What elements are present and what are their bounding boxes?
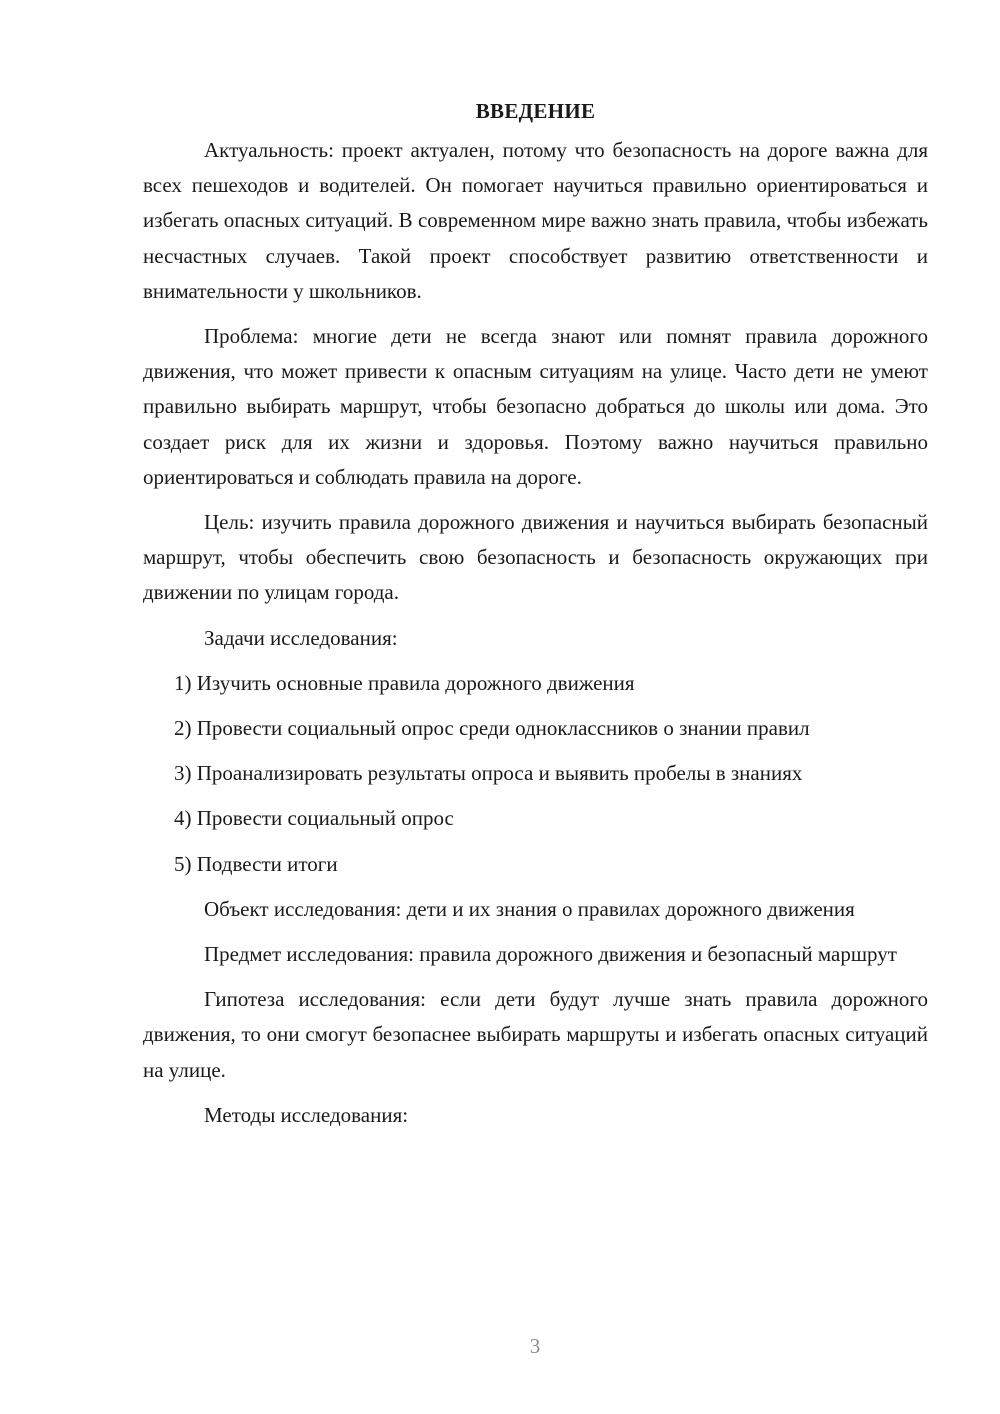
task-item: 4) Провести социальный опрос	[174, 806, 454, 831]
object-paragraph: Объект исследования: дети и их знания о правилах дорожного движения	[204, 896, 855, 921]
methods-label: Методы исследования:	[204, 1102, 409, 1127]
document-page	[143, 96, 928, 1133]
tasks-list	[143, 666, 928, 882]
problem-paragraph: Проблема: многие дети не всегда знают или помнят правила дорожного движения, что может привести к опасным ситуациям на улице. Часто дети не умеют правильно выбирать маршрут, чтобы безопасно добраться до школы или дома. Это создает риск для их жизни и здоровья. Поэтому важно научиться правильно ориентироваться и соблюдать правила на дороге.	[143, 324, 928, 489]
page-number: 3	[529, 1334, 541, 1358]
task-item: 1) Изучить основные правила дорожного движения	[174, 670, 635, 695]
task-item: 3) Проанализировать результаты опроса и выявить пробелы в знаниях	[174, 761, 803, 786]
section-title: ВВЕДЕНИЕ	[475, 99, 596, 123]
subject-paragraph: Предмет исследования: правила дорожного движения и безопасный маршрут	[204, 942, 897, 967]
tasks-label: Задачи исследования:	[204, 625, 398, 650]
goal-paragraph: Цель: изучить правила дорожного движения и научиться выбирать безопасный маршрут, чтобы обеспечить свою безопасность и безопасность окружающих при движении по улицам города.	[143, 510, 928, 605]
task-item: 2) Провести социальный опрос среди одноклассников о знании правил	[174, 716, 810, 741]
relevance-paragraph: Актуальность: проект актуален, потому что безопасность на дороге важна для всех пешеходов и водителей. Он помогает научиться правильно ориентироваться и избегать опасных ситуаций. В современном мире важно знать правила, чтобы избежать несчастных случаев. Такой проект способствует развитию ответственности и внимательности у школьников.	[143, 138, 928, 303]
task-item: 5) Подвести итоги	[174, 851, 338, 876]
hypothesis-paragraph: Гипотеза исследования: если дети будут лучше знать правила дорожного движения, то они смогут безопаснее выбирать маршруты и избегать опасных ситуаций на улице.	[143, 987, 928, 1082]
